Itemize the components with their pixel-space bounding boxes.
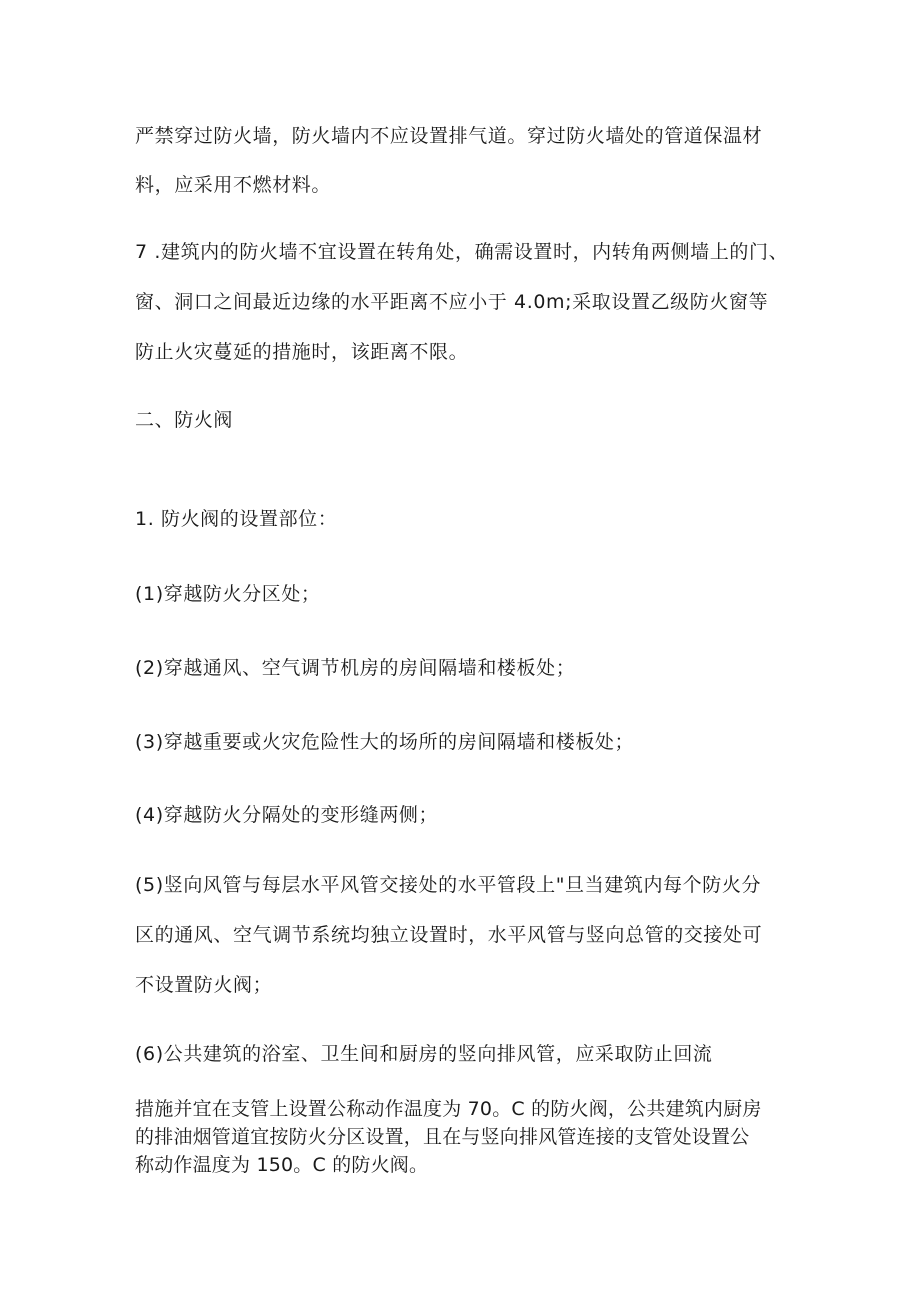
paragraph-2-line-1: 7 .建筑内的防火墙不宜设置在转角处，确需设置时，内转角两侧墙上的门、 xyxy=(135,241,789,263)
sub-item-6-line-4: 称动作温度为 150。C 的防火阀。 xyxy=(135,1154,429,1176)
paragraph-1-line-1: 严禁穿过防火墙，防火墙内不应设置排气道。穿过防火墙处的管道保温材 xyxy=(135,125,763,147)
paragraph-2-line-2: 窗、洞口之间最近边缘的水平距离不应小于 4.0m;采取设置乙级防火窗等 xyxy=(135,291,769,313)
sub-item-6-line-3: 的排油烟管道宜按防火分区设置，且在与竖向排风管连接的支管处设置公 xyxy=(135,1126,750,1148)
sub-item-6-line-1: (6)公共建筑的浴室、卫生间和厨房的竖向排风管，应采取防止回流 xyxy=(135,1043,713,1065)
sub-item-2: (2)穿越通风、空气调节机房的房间隔墙和楼板处； xyxy=(135,657,576,679)
sub-item-5-line-3: 不设置防火阀； xyxy=(135,974,273,996)
paragraph-1-line-2: 料，应采用不燃材料。 xyxy=(135,174,332,196)
list-item-1-title: 1. 防火阀的设置部位： xyxy=(135,508,338,530)
sub-item-6-line-2: 措施并宜在支管上设置公称动作温度为 70。C 的防火阀，公共建筑内厨房 xyxy=(135,1098,762,1120)
sub-item-5-line-2: 区的通风、空气调节系统均独立设置时，水平风管与竖向总管的交接处可 xyxy=(135,924,763,946)
paragraph-2-line-3: 防止火灾蔓延的措施时，该距离不限。 xyxy=(135,341,469,363)
sub-item-3: (3)穿越重要或火灾危险性大的场所的房间隔墙和楼板处； xyxy=(135,731,635,753)
sub-item-1: (1)穿越防火分区处； xyxy=(135,583,321,605)
sub-item-4: (4)穿越防火分隔处的变形缝两侧； xyxy=(135,804,439,826)
sub-item-5-line-1: (5)竖向风管与每层水平风管交接处的水平管段上"旦当建筑内每个防火分 xyxy=(135,874,762,896)
section-heading-fire-damper: 二、防火阀 xyxy=(135,409,234,431)
